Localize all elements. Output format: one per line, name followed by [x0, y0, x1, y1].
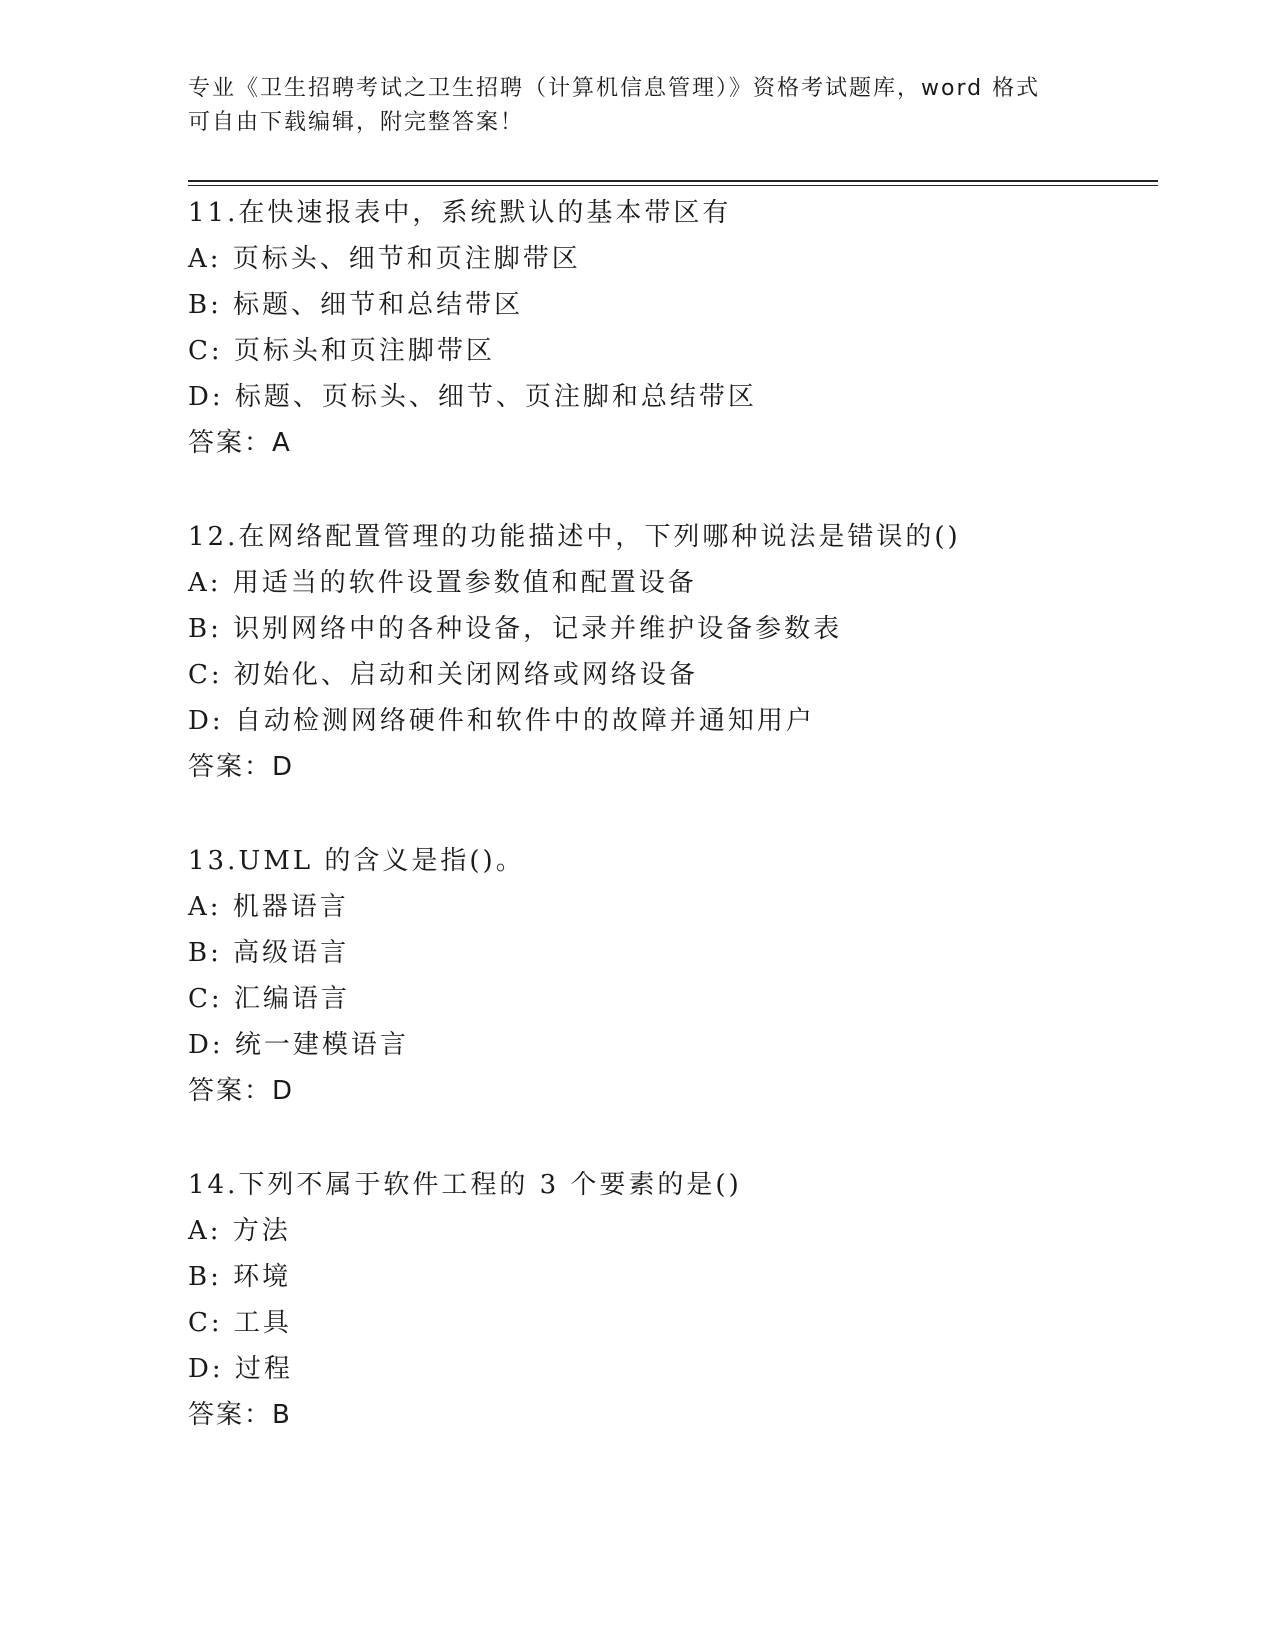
option-b: B: 高级语言 [188, 938, 350, 968]
question-13 [188, 838, 1148, 1114]
option-b: B: 标题、细节和总结带区 [188, 290, 524, 320]
header-divider-thin [188, 185, 1158, 186]
option-c: C: 工具 [188, 1308, 292, 1338]
option-d: D: 统一建模语言 [188, 1030, 409, 1060]
option-b: B: 识别网络中的各种设备，记录并维护设备参数表 [188, 614, 843, 644]
document-header [188, 72, 1088, 140]
answer: 答案：B [188, 1400, 292, 1430]
header-line-1: 专业《卫生招聘考试之卫生招聘（计算机信息管理）》资格考试题库，word 格式 [188, 76, 1041, 101]
question-12 [188, 514, 1148, 790]
option-d: D: 自动检测网络硬件和软件中的故障并通知用户 [188, 706, 815, 736]
question-14 [188, 1162, 1148, 1438]
option-a: A: 用适当的软件设置参数值和配置设备 [188, 568, 697, 598]
question-stem: 11.在快速报表中，系统默认的基本带区有 [188, 198, 732, 228]
option-d: D: 标题、页标头、细节、页注脚和总结带区 [188, 382, 757, 412]
option-c: C: 初始化、启动和关闭网络或网络设备 [188, 660, 698, 690]
header-divider [188, 180, 1158, 182]
option-c: C: 汇编语言 [188, 984, 350, 1014]
option-c: C: 页标头和页注脚带区 [188, 336, 495, 366]
answer: 答案：A [188, 428, 292, 458]
question-stem: 14.下列不属于软件工程的 3 个要素的是() [188, 1170, 742, 1200]
option-d: D: 过程 [188, 1354, 293, 1384]
question-stem: 13.UML 的含义是指()。 [188, 846, 525, 876]
answer: 答案：D [188, 1076, 295, 1106]
answer: 答案：D [188, 752, 295, 782]
question-stem: 12.在网络配置管理的功能描述中，下列哪种说法是错误的() [188, 522, 961, 552]
question-11 [188, 190, 1148, 466]
option-a: A: 页标头、细节和页注脚带区 [188, 244, 581, 274]
option-a: A: 机器语言 [188, 892, 349, 922]
header-line-2: 可自由下载编辑，附完整答案！ [188, 110, 525, 135]
option-b: B: 环境 [188, 1262, 292, 1292]
question-list [188, 190, 1148, 1486]
option-a: A: 方法 [188, 1216, 291, 1246]
